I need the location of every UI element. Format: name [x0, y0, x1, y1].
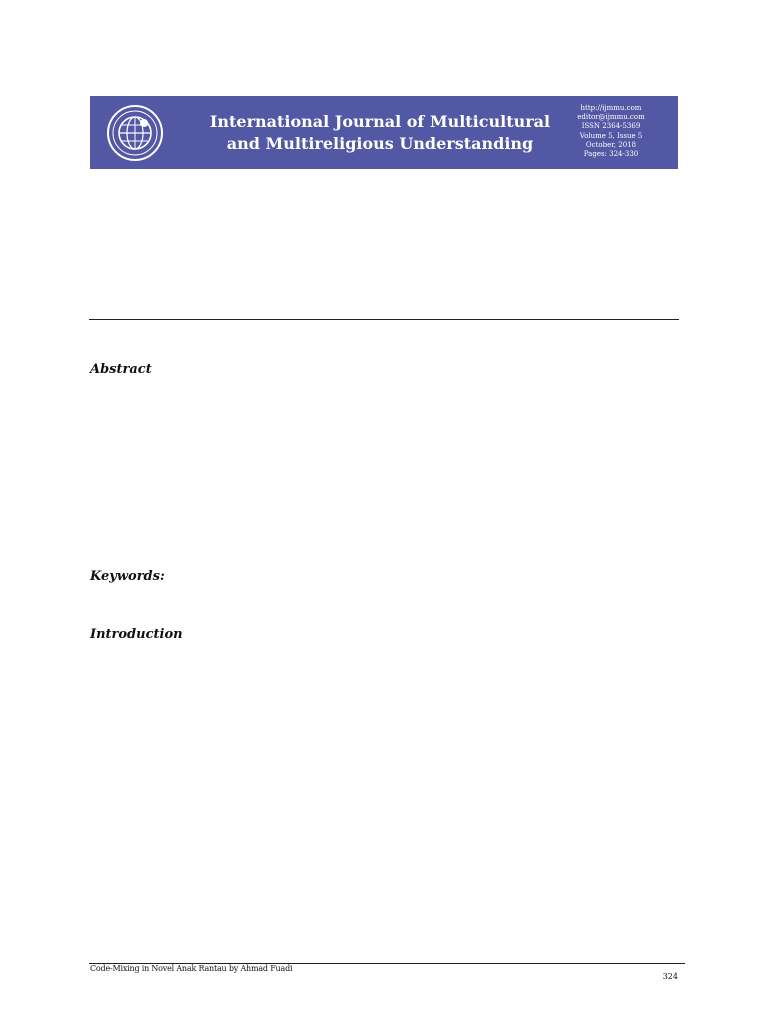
- journal-volume-issue: Volume 5, Issue 5: [579, 131, 643, 140]
- journal-url[interactable]: http://ijmmu.com: [580, 104, 642, 112]
- running-title: Code-Mixing in Novel Anak Rantau by Ahmad Fuadi: [90, 964, 293, 973]
- journal-meta: [556, 104, 666, 159]
- journal-title-line1: International Journal of Multicultural: [209, 111, 551, 131]
- journal-issn: ISSN 2364-5369: [581, 122, 641, 131]
- introduction-heading: Introduction: [90, 627, 183, 642]
- keywords-heading: Keywords:: [90, 569, 165, 584]
- title-divider: [89, 319, 679, 320]
- globe-seal-icon: [106, 104, 164, 162]
- journal-date: October, 2018: [585, 140, 637, 149]
- journal-banner: [90, 96, 678, 169]
- journal-title-line2: and Multireligious Understanding: [226, 133, 534, 153]
- journal-pages: Pages: 324-330: [583, 150, 639, 159]
- abstract-heading: Abstract: [90, 362, 152, 377]
- journal-title: [190, 96, 570, 169]
- journal-email[interactable]: editor@ijmmu.com: [577, 113, 645, 122]
- page-number: 324: [662, 972, 678, 981]
